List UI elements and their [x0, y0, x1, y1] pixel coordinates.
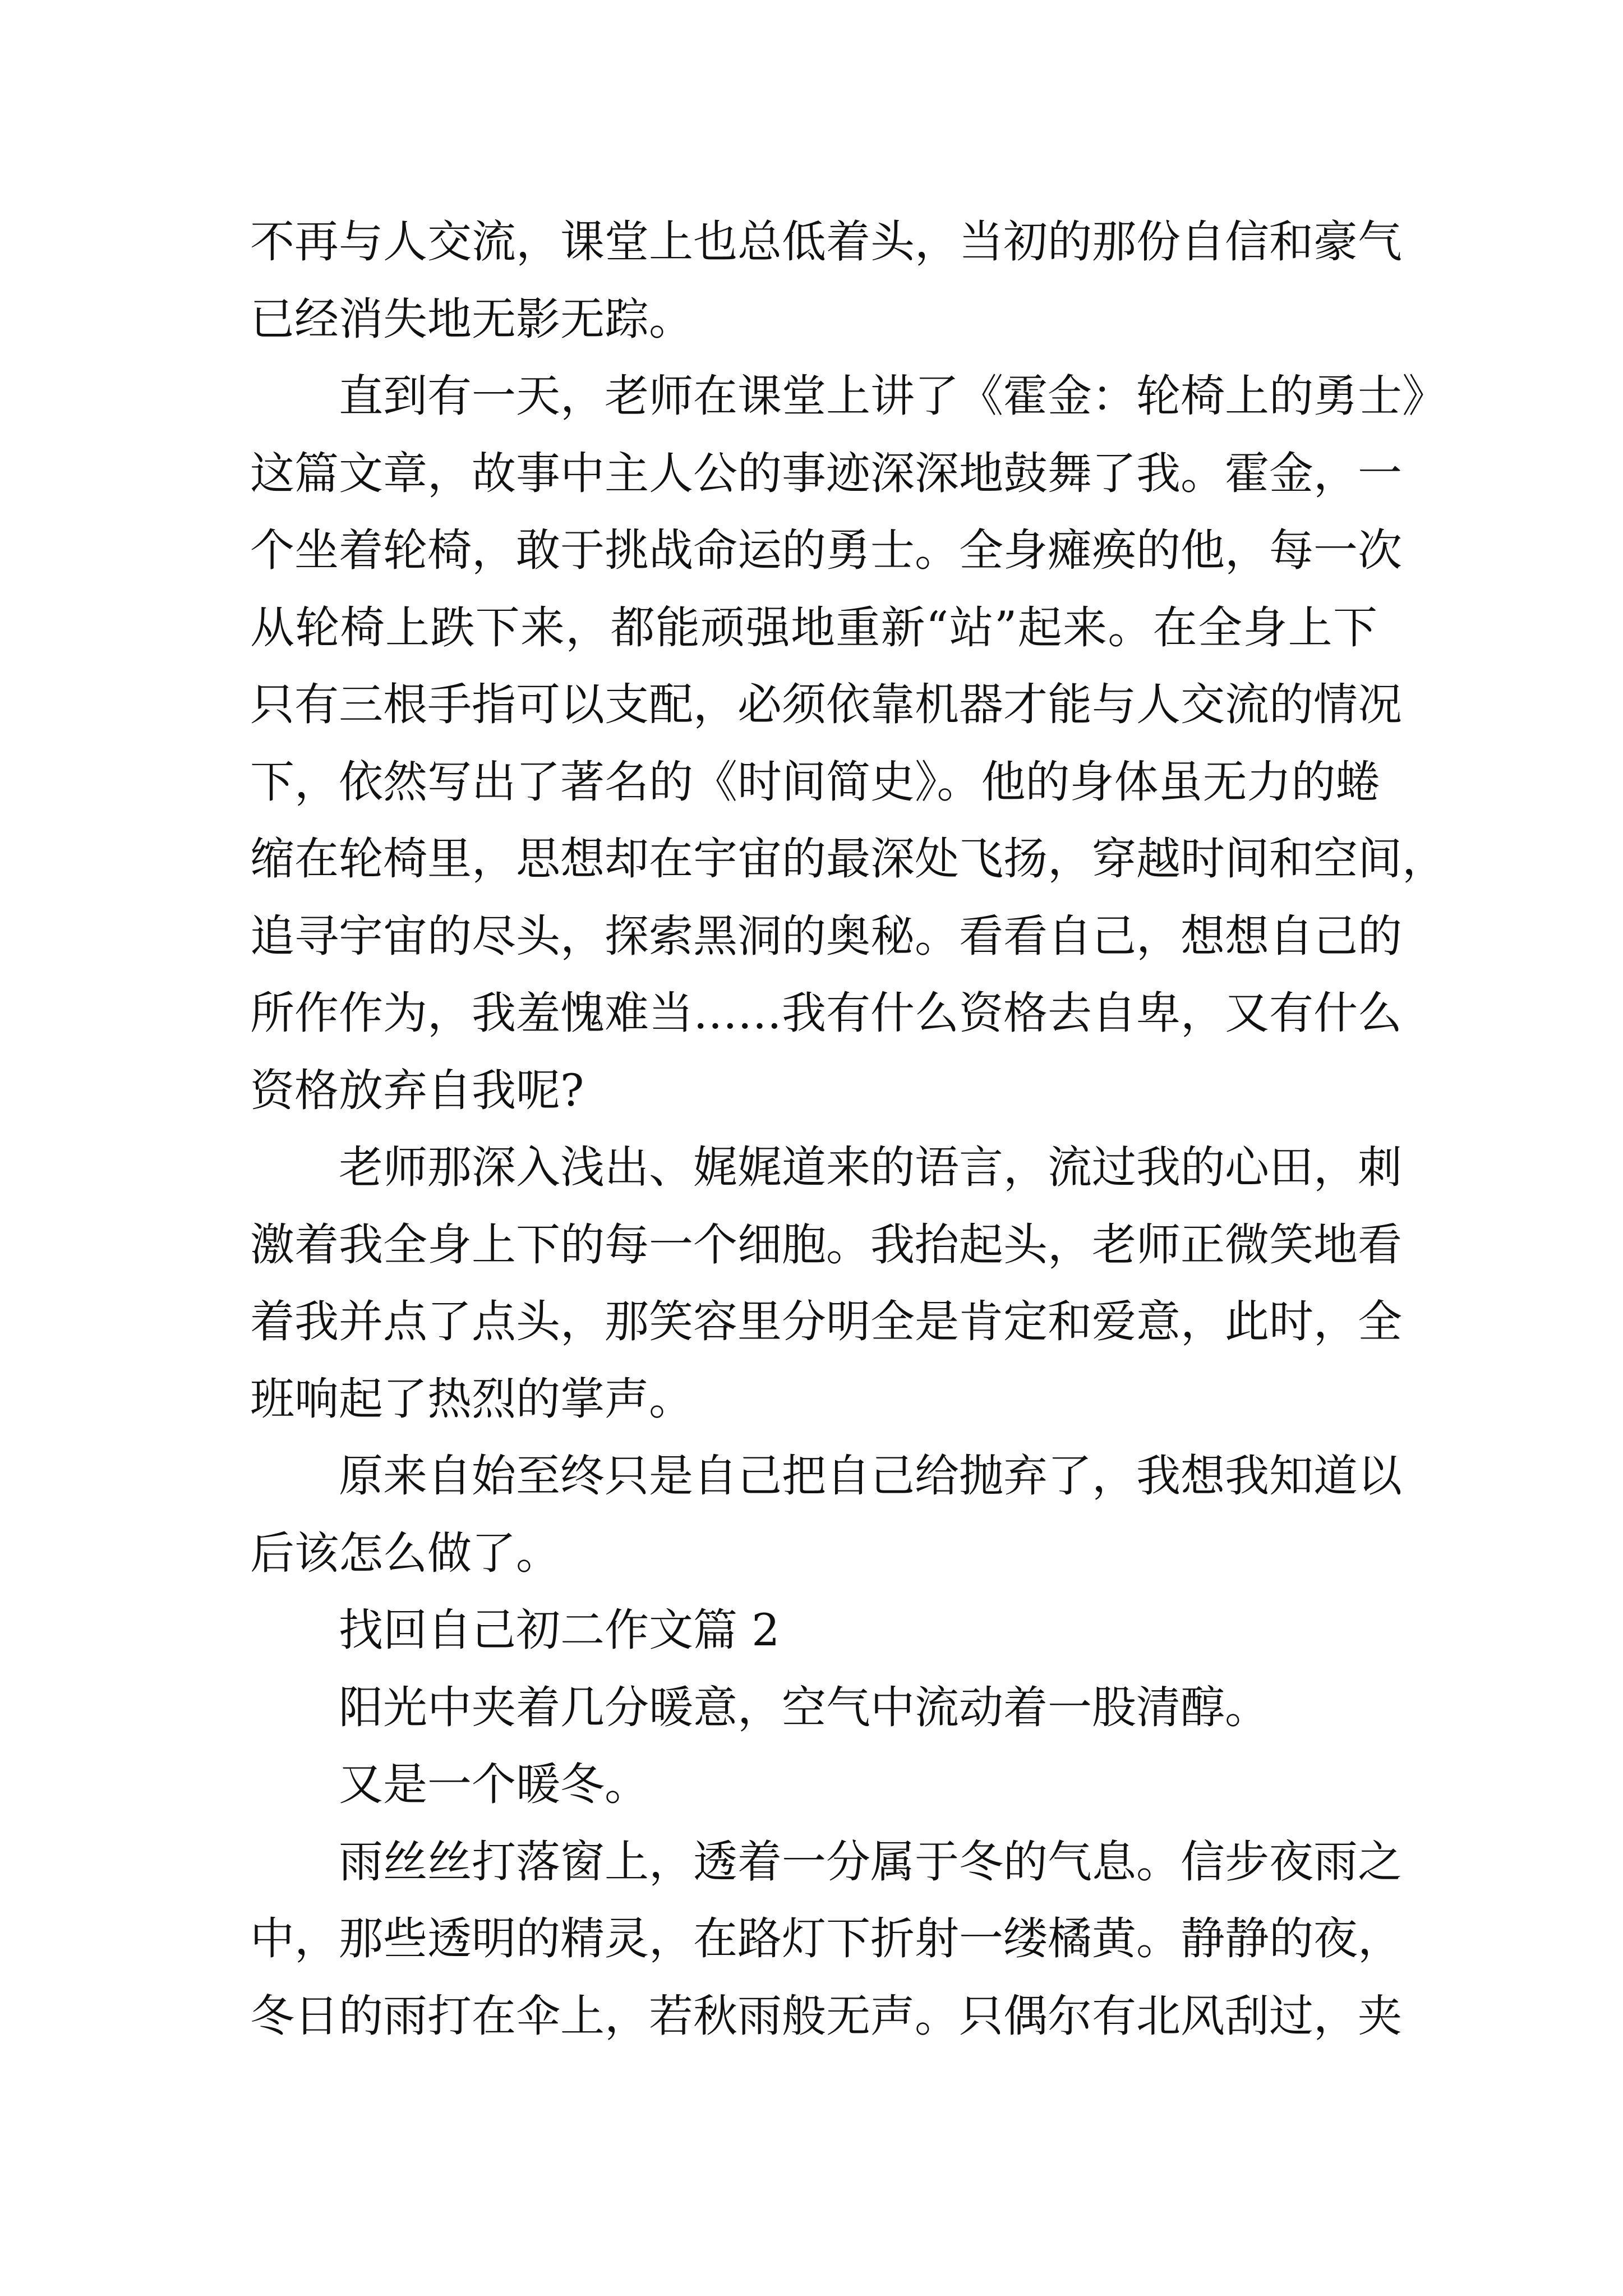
text-line: 直到有一天，老师在课堂上讲了《霍金：轮椅上的勇士》	[339, 370, 1446, 422]
text-line: 班响起了热烈的掌声。	[250, 1373, 693, 1425]
paragraph	[250, 1438, 1402, 1592]
text-line: 所作作为，我羞愧难当……我有什么资格去自卑，又有什么	[250, 987, 1402, 1039]
text-line: 老师那深入浅出、娓娓道来的语言，流过我的心田，刺	[339, 1142, 1402, 1193]
text-line: 阳光中夹着几分暖意，空气中流动着一股清醇。	[339, 1681, 1269, 1733]
text-line: 原来自始至终只是自己把自己给抛弃了，我想我知道以	[339, 1450, 1402, 1502]
text-line: 后该怎么做了。	[250, 1527, 560, 1579]
paragraph	[250, 1129, 1402, 1438]
text-line: 着我并点了点头，那笑容里分明全是肯定和爱意，此时，全	[250, 1296, 1402, 1347]
text-line: 冬日的雨打在伞上，若秋雨般无声。只偶尔有北风刮过，夹	[250, 1990, 1402, 2042]
text-line: 这篇文章，故事中主人公的事迹深深地鼓舞了我。霍金，一	[250, 447, 1402, 499]
text-line: 缩在轮椅里，思想却在宇宙的最深处飞扬，穿越时间和空间，	[250, 833, 1446, 885]
text-line: 个坐着轮椅，敢于挑战命运的勇士。全身瘫痪的他，每一次	[250, 524, 1402, 576]
essay-body	[250, 204, 1446, 2055]
text-line: 追寻宇宙的尽头，探索黑洞的奥秘。看看自己，想想自己的	[250, 910, 1402, 962]
paragraph	[250, 204, 1402, 358]
text-line: 雨丝丝打落窗上，透着一分属于冬的气息。信步夜雨之	[339, 1835, 1402, 1888]
text-line: 下，依然写出了著名的《时间简史》。他的身体虽无力的蜷	[250, 756, 1380, 808]
text-line: 资格放弃自我呢?	[250, 1064, 584, 1116]
text-line: 中，那些透明的精灵，在路灯下折射一缕橘黄。静静的夜，	[250, 1913, 1402, 1964]
text-line: 已经消失地无影无踪。	[250, 293, 693, 345]
paragraph	[250, 1592, 1377, 1669]
text-line: 从轮椅上跌下来，都能顽强地重新“站”起来。在全身上下	[250, 601, 1377, 654]
paragraph	[250, 1824, 1402, 2055]
text-line: 又是一个暖冬。	[339, 1759, 649, 1810]
text-line: 激着我全身上下的每一个细胞。我抬起头，老师正微笑地看	[250, 1218, 1402, 1271]
paragraph	[250, 358, 1446, 1129]
text-line: 不再与人交流，课堂上也总低着头，当初的那份自信和豪气	[250, 216, 1402, 268]
paragraph	[250, 1669, 1377, 1747]
text-line: 只有三根手指可以支配，必须依靠机器才能与人交流的情况	[250, 679, 1402, 730]
paragraph	[250, 1746, 1377, 1824]
text-line: 找回自己初二作文篇 2	[339, 1604, 780, 1656]
